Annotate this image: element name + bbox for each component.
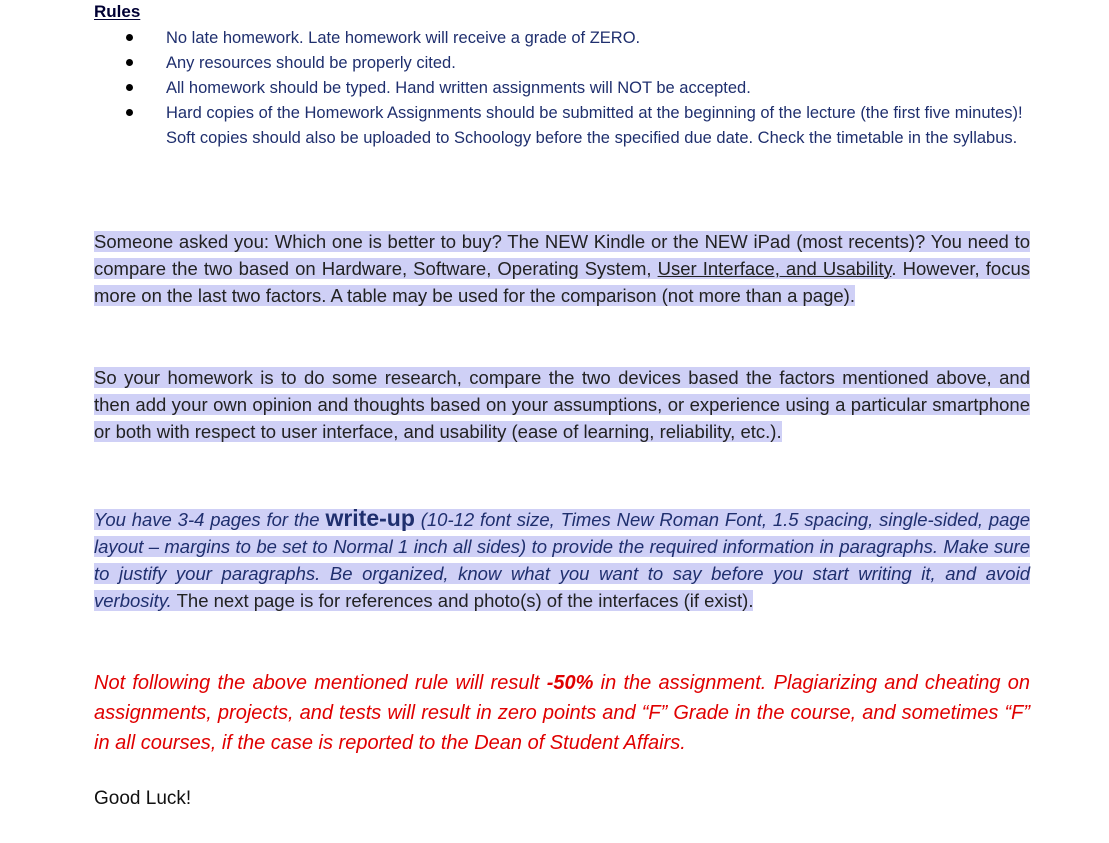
assignment-paragraph-3 (94, 505, 1030, 614)
paragraph-1-underlined: User Interface, and Usability (657, 258, 892, 279)
bullet-icon (126, 109, 133, 116)
paragraph-3-lead: You have 3-4 pages for the (94, 509, 326, 530)
paragraph-3-italic: (10-12 font size, Times New Roman Font, 1.5 spacing, single-sided, page layout – margins to be set to Normal 1 inch all sides) to provide the required information in paragraphs. Make sure to justify your paragraphs. Be organized, know what you want to say before you start writing it, and avoid verbosity. (94, 509, 1030, 611)
paragraph-1-text: Someone asked you: Which one is better to buy? The NEW Kindle or the NEW iPad (most recents)? You need to compare the two based on Hardware, Software, Operating System, (94, 231, 1030, 279)
assignment-paragraph-1 (94, 228, 1030, 309)
rule-text: All homework should be typed. Hand written assignments will NOT be accepted. (166, 79, 751, 97)
assignment-paragraph-2 (94, 364, 1030, 445)
rules-list (0, 26, 1109, 151)
warning-text: Not following the above mentioned rule will result (94, 672, 547, 694)
rules-heading: Rules (94, 2, 141, 21)
bullet-icon (126, 34, 133, 41)
rule-text: Any resources should be properly cited. (166, 54, 456, 72)
warning-text-end: in the assignment. Plagiarizing and cheating on assignments, projects, and tests will result in zero points and “F” Grade in the course, and sometimes “F” in all courses, if the case is reported to the Dean of Student Affairs. (94, 672, 1031, 754)
paragraph-1-text-end: . However, focus more on the last two factors. A table may be used for the comparison (not more than a page). (94, 258, 1030, 306)
bullet-icon (126, 84, 133, 91)
penalty-value: -50% (546, 672, 594, 694)
closing-text: Good Luck! (94, 788, 192, 809)
rule-item (0, 76, 1109, 101)
rule-item (0, 26, 1109, 51)
paragraph-3-plain: The next page is for references and photo(s) of the interfaces (if exist). (171, 590, 754, 611)
rule-item (0, 51, 1109, 76)
warning-paragraph (94, 668, 1030, 758)
write-up-emphasis: write-up (325, 505, 415, 531)
rule-text: No late homework. Late homework will receive a grade of ZERO. (166, 29, 641, 47)
paragraph-2-text: So your homework is to do some research, compare the two devices based the factors mentioned above, and then add your own opinion and thoughts based on your assumptions, or experience using a particular smartphone or both with respect to user interface, and usability (ease of learning, reliability, etc.). (94, 367, 1030, 442)
rule-text: Hard copies of the Homework Assignments should be submitted at the beginning of the lecture (the first five minutes)! Soft copies should also be uploaded to Schoology before the specified due date. Check the timetable in the syllabus. (166, 104, 1023, 147)
bullet-icon (126, 59, 133, 66)
rule-item (0, 101, 1109, 151)
